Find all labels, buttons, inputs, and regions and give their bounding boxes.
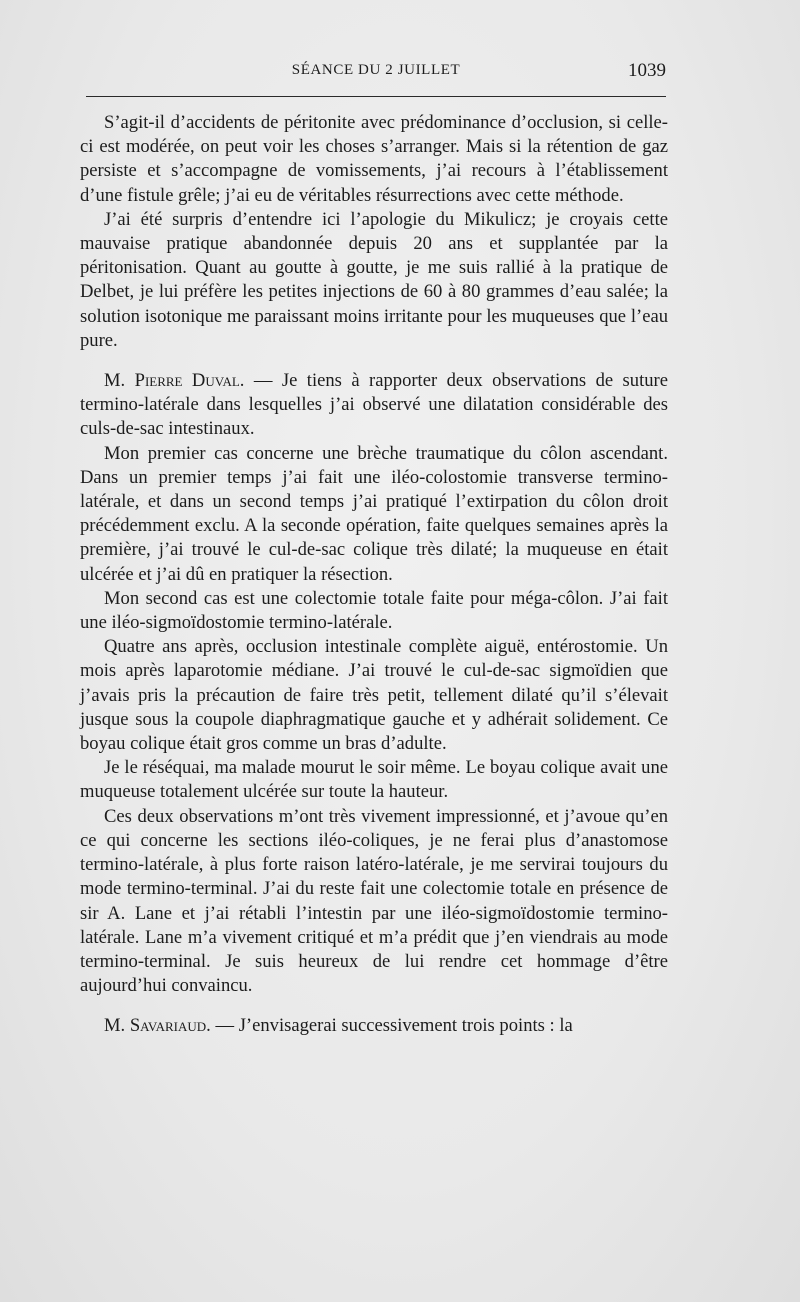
paragraph-1 [80,111,668,208]
body-text [80,111,668,1039]
paragraph-text: S’agit-il d’accidents de péritonite avec prédominance d’occlusion, si celle-ci est modérée, on peut voir les choses s’arranger. Mais si la rétention de gaz persiste et s’accompagne de vomissements, j’ai recours à l’établissement d’une fistule grêle; j’ai eu de véritables résurrections avec cette méthode. [80,112,668,206]
paragraph-text: — J’envisagerai successivement trois points : la [210,1015,573,1037]
paragraph-text: Je le réséquai, ma malade mourut le soir même. Le boyau colique avait une muqueuse totalement ulcérée sur toute la hauteur. [80,757,668,803]
paragraph-text: Mon second cas est une colectomie totale faite pour méga-côlon. J’ai fait une iléo-sigmoïdostomie termino-latérale. [80,587,668,634]
speaker-name: M. Savariaud. [104,1015,211,1037]
paragraph-8 [80,805,668,999]
running-head: SÉANCE DU 2 JUILLET [291,62,461,78]
header-rule [86,96,666,97]
page-number: 1039 [628,60,666,81]
page-header [86,60,666,86]
paragraph-9 [80,1014,668,1038]
paragraph-text: — Je tiens à rapporter deux observations de suture termino-latérale dans lesquelles j’ai observé une dilatation considérable des culs-de-sac intestinaux. [80,370,668,440]
paragraph-text: Ces deux observations m’ont très vivement impressionné, et j’avoue qu’en ce qui concerne les sections iléo-coliques, je ne ferai plus d’anastomose termino-latérale, à plus forte raison latéro-latérale, je me servirai toujours du mode termino-terminal. J’ai du reste fait une colectomie totale en présence de sir A. Lane et j’ai rétabli l’intestin par une iléo-sigmoïdostomie termino-latérale. Lane m’a vivement critiqué et m’a prédit que j’en viendrais au mode termino-terminal. Je suis heureux de lui rendre cet hommage d’être aujourd’hui convaincu. [80,805,668,997]
paragraph-2 [80,208,668,353]
paragraph-4 [80,442,668,587]
paragraph-5 [80,587,668,635]
paragraph-6 [80,635,668,756]
paragraph-text: J’ai été surpris d’entendre ici l’apologie du Mikulicz; je croyais cette mauvaise pratique abandonnée depuis 20 ans et supplantée par la péritonisation. Quant au goutte à goutte, je me suis rallié à la pratique de Delbet, je lui préfère les petites injections de 60 à 80 grammes d’eau salée; la solution isotonique me paraissant moins irritante pour les muqueuses que l’eau pure. [80,208,668,351]
paragraph-text: Mon premier cas concerne une brèche traumatique du côlon ascendant. Dans un premier temps j’ai fait une iléo-colostomie transverse termino-latérale, et dans un second temps j’ai pratiqué l’extirpation du côlon droit précédemment exclu. A la seconde opération, faite quelques semaines après la première, j’ai trouvé le cul-de-sac colique très dilaté; la muqueuse en était ulcérée et j’ai dû en pratiquer la résection. [80,442,668,585]
speaker-name: M. Pierre Duval. [104,370,245,392]
paragraph-7 [80,756,668,804]
paragraph-text: Quatre ans après, occlusion intestinale complète aiguë, entérostomie. Un mois après laparotomie médiane. J’ai trouvé le cul-de-sac sigmoïdien que j’avais pris la précaution de faire très petit, tellement dilaté qu’il s’élevait jusque sous la coupole diaphragmatique gauche et y adhérait solidement. Ce boyau colique était gros comme un bras d’adulte. [80,636,668,755]
paragraph-3 [80,369,668,442]
